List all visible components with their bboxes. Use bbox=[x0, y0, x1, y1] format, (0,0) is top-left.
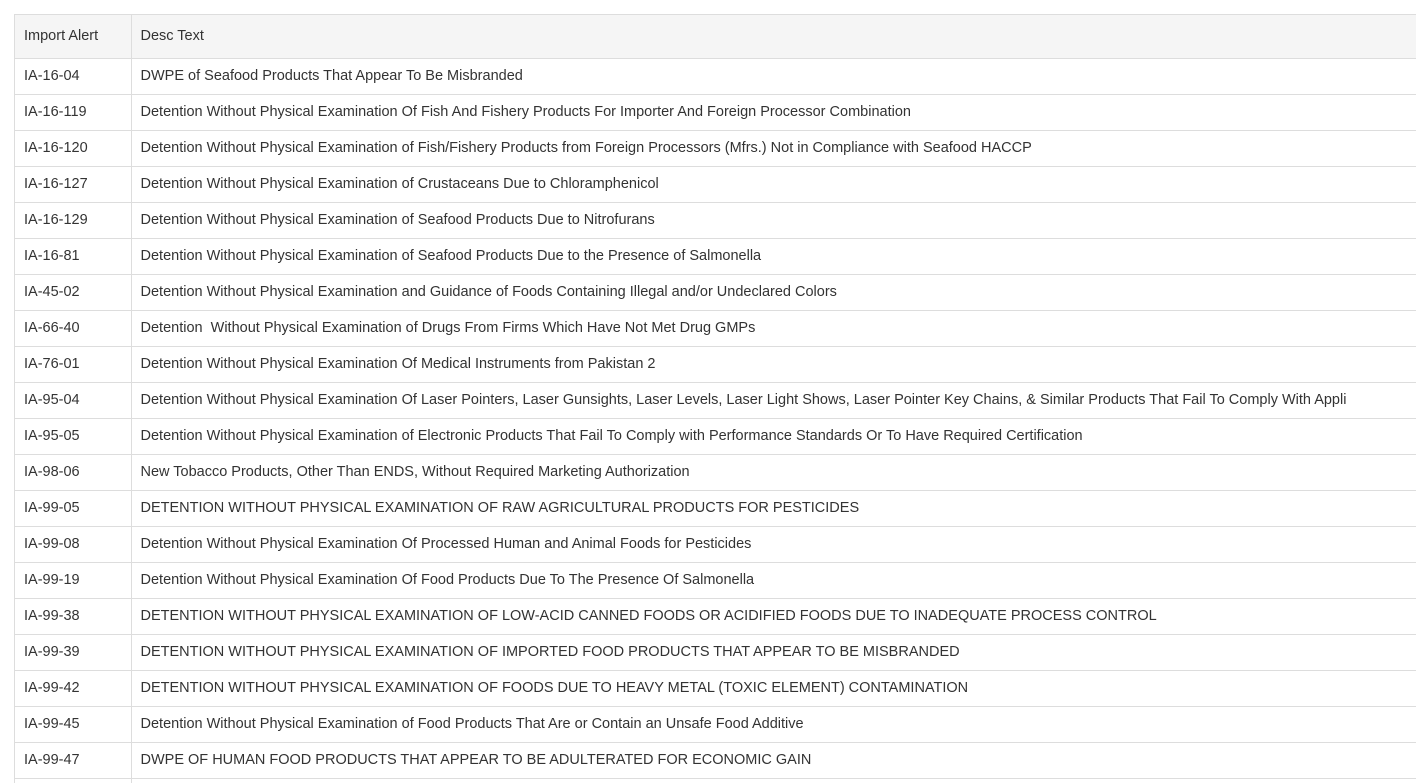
table-row[interactable] bbox=[15, 130, 1416, 166]
table-row[interactable] bbox=[15, 562, 1416, 598]
desc-text-cell: Detention Without Physical Examination of Food Products That Are or Contain an Unsafe Food Additive bbox=[131, 706, 1416, 742]
import-alerts-table-container bbox=[14, 14, 1416, 783]
column-header-desc-text[interactable]: Desc Text bbox=[131, 15, 1416, 58]
table-row-partial[interactable] bbox=[15, 778, 1416, 783]
import-alert-cell: IA-16-129 bbox=[15, 202, 131, 238]
table-row[interactable] bbox=[15, 382, 1416, 418]
import-alert-cell bbox=[15, 778, 131, 783]
table-row[interactable] bbox=[15, 490, 1416, 526]
desc-text-cell: Detention Without Physical Examination and Guidance of Foods Containing Illegal and/or Undeclared Colors bbox=[131, 274, 1416, 310]
desc-text-cell: Detention Without Physical Examination of Seafood Products Due to the Presence of Salmonella bbox=[131, 238, 1416, 274]
desc-text-cell: New Tobacco Products, Other Than ENDS, Without Required Marketing Authorization bbox=[131, 454, 1416, 490]
import-alert-cell: IA-99-38 bbox=[15, 598, 131, 634]
table-row[interactable] bbox=[15, 346, 1416, 382]
desc-text-cell: DETENTION WITHOUT PHYSICAL EXAMINATION OF FOODS DUE TO HEAVY METAL (TOXIC ELEMENT) CONTAMINATION bbox=[131, 670, 1416, 706]
table-row[interactable] bbox=[15, 706, 1416, 742]
desc-text-cell: Detention Without Physical Examination of Electronic Products That Fail To Comply with Performance Standards Or To Have Required Certification bbox=[131, 418, 1416, 454]
table-row[interactable] bbox=[15, 598, 1416, 634]
desc-text-cell: Detention Without Physical Examination of Crustaceans Due to Chloramphenicol bbox=[131, 166, 1416, 202]
table-row[interactable] bbox=[15, 742, 1416, 778]
import-alert-cell: IA-76-01 bbox=[15, 346, 131, 382]
import-alert-cell: IA-99-45 bbox=[15, 706, 131, 742]
desc-text-cell: Detention Without Physical Examination Of Food Products Due To The Presence Of Salmonella bbox=[131, 562, 1416, 598]
import-alert-cell: IA-95-05 bbox=[15, 418, 131, 454]
table-row[interactable] bbox=[15, 418, 1416, 454]
table-row[interactable] bbox=[15, 670, 1416, 706]
desc-text-cell: DETENTION WITHOUT PHYSICAL EXAMINATION OF RAW AGRICULTURAL PRODUCTS FOR PESTICIDES bbox=[131, 490, 1416, 526]
import-alert-cell: IA-99-39 bbox=[15, 634, 131, 670]
desc-text-cell: Detention Without Physical Examination of Drugs From Firms Which Have Not Met Drug GMPs bbox=[131, 310, 1416, 346]
import-alert-cell: IA-99-08 bbox=[15, 526, 131, 562]
table-body bbox=[15, 58, 1416, 783]
table-row[interactable] bbox=[15, 166, 1416, 202]
import-alert-cell: IA-99-05 bbox=[15, 490, 131, 526]
desc-text-cell bbox=[131, 778, 1416, 783]
import-alert-cell: IA-98-06 bbox=[15, 454, 131, 490]
desc-text-cell: Detention Without Physical Examination Of Fish And Fishery Products For Importer And Foreign Processor Combination bbox=[131, 94, 1416, 130]
table-row[interactable] bbox=[15, 94, 1416, 130]
desc-text-cell: DWPE OF HUMAN FOOD PRODUCTS THAT APPEAR TO BE ADULTERATED FOR ECONOMIC GAIN bbox=[131, 742, 1416, 778]
table-header bbox=[15, 15, 1416, 58]
table-row[interactable] bbox=[15, 310, 1416, 346]
table-row[interactable] bbox=[15, 58, 1416, 94]
import-alert-cell: IA-16-120 bbox=[15, 130, 131, 166]
table-row[interactable] bbox=[15, 238, 1416, 274]
desc-text-cell: Detention Without Physical Examination Of Laser Pointers, Laser Gunsights, Laser Levels, Laser Light Shows, Laser Pointer Key Chains, & Similar Products That Fail To Comply With Appli bbox=[131, 382, 1416, 418]
import-alert-cell: IA-66-40 bbox=[15, 310, 131, 346]
import-alert-cell: IA-16-81 bbox=[15, 238, 131, 274]
column-header-import-alert[interactable]: Import Alert bbox=[15, 15, 131, 58]
import-alerts-table bbox=[15, 15, 1416, 783]
table-row[interactable] bbox=[15, 202, 1416, 238]
import-alert-cell: IA-16-127 bbox=[15, 166, 131, 202]
desc-text-cell: Detention Without Physical Examination Of Medical Instruments from Pakistan 2 bbox=[131, 346, 1416, 382]
table-row[interactable] bbox=[15, 526, 1416, 562]
desc-text-cell: DWPE of Seafood Products That Appear To Be Misbranded bbox=[131, 58, 1416, 94]
header-row bbox=[15, 15, 1416, 58]
import-alert-cell: IA-99-19 bbox=[15, 562, 131, 598]
table-row[interactable] bbox=[15, 274, 1416, 310]
import-alert-cell: IA-95-04 bbox=[15, 382, 131, 418]
import-alert-cell: IA-45-02 bbox=[15, 274, 131, 310]
desc-text-cell: DETENTION WITHOUT PHYSICAL EXAMINATION OF IMPORTED FOOD PRODUCTS THAT APPEAR TO BE MISBRANDED bbox=[131, 634, 1416, 670]
import-alert-cell: IA-99-47 bbox=[15, 742, 131, 778]
import-alert-cell: IA-16-119 bbox=[15, 94, 131, 130]
import-alert-cell: IA-99-42 bbox=[15, 670, 131, 706]
import-alert-cell: IA-16-04 bbox=[15, 58, 131, 94]
desc-text-cell: Detention Without Physical Examination Of Processed Human and Animal Foods for Pesticides bbox=[131, 526, 1416, 562]
desc-text-cell: Detention Without Physical Examination of Seafood Products Due to Nitrofurans bbox=[131, 202, 1416, 238]
table-row[interactable] bbox=[15, 634, 1416, 670]
desc-text-cell: DETENTION WITHOUT PHYSICAL EXAMINATION OF LOW-ACID CANNED FOODS OR ACIDIFIED FOODS DUE TO INADEQUATE PROCESS CONTROL bbox=[131, 598, 1416, 634]
table-row[interactable] bbox=[15, 454, 1416, 490]
desc-text-cell: Detention Without Physical Examination of Fish/Fishery Products from Foreign Processors (Mfrs.) Not in Compliance with Seafood HACCP bbox=[131, 130, 1416, 166]
